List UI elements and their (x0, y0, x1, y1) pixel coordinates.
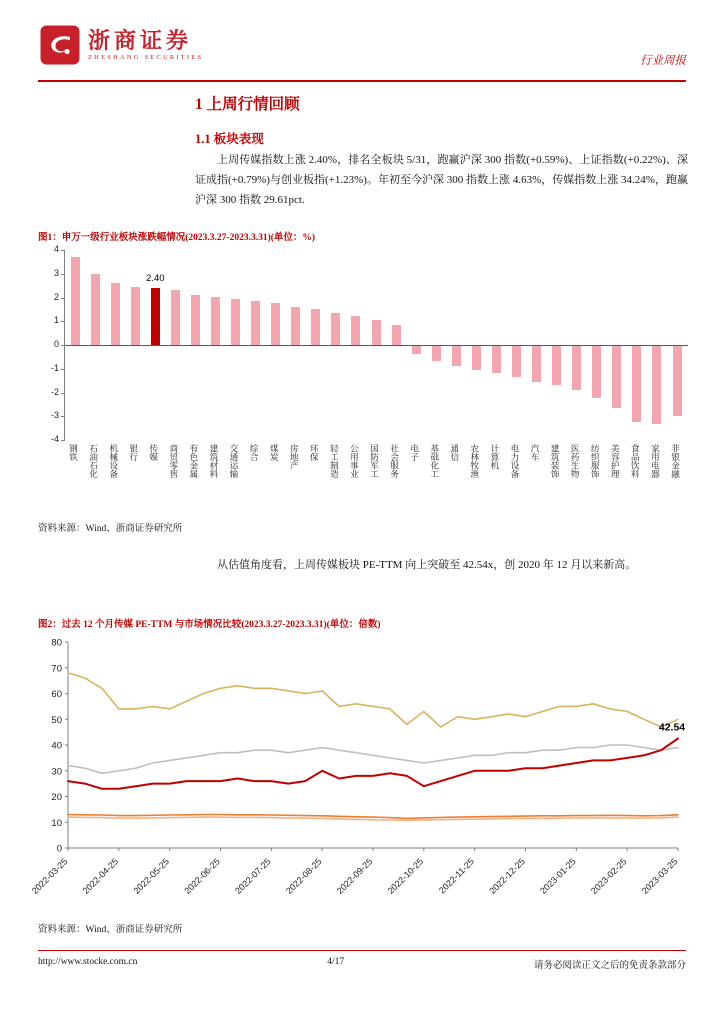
bar-category-label: 煤炭 (269, 444, 280, 461)
x-axis-tick-label: 2022-04-25 (80, 856, 121, 896)
logo-text-block (88, 29, 203, 61)
bar (632, 346, 641, 422)
bar (171, 290, 180, 345)
bar-category-label: 钢铁 (68, 444, 79, 461)
logo-english-name: ZHESHANG SECURITIES (88, 54, 204, 62)
y-axis-tick-label: 0 (56, 843, 62, 855)
y-axis-tick-label: 60 (51, 689, 62, 700)
bar-category-label: 美容护理 (610, 444, 621, 478)
figure1-caption: 图1：申万一级行业板块涨跌幅情况(2023.3.27-2023.3.31)(单位：%) (38, 233, 316, 243)
bar-category-label: 环保 (309, 444, 320, 461)
logo-chinese-name: 浙商证券 (88, 27, 193, 53)
bar (211, 297, 220, 345)
footer-page-number: 4/17 (327, 957, 345, 967)
bar-category-label: 电力设备 (510, 444, 520, 478)
page-footer (38, 957, 686, 971)
bar (191, 295, 200, 345)
bar (432, 346, 441, 361)
body-paragraph-1: 上周传媒指数上涨 2.40%，排名全板块 5/31，跑赢沪深 300 指数(+0.59%)、上证指数(+0.22%)、深证成指(+0.79%)与创业板指(+1.23%)。年初至今沪深 300 指数上涨 4.63%，传媒指数上涨 34.24%，跑赢沪深 300 指数 29.61pct. (195, 154, 688, 206)
figure2-caption: 图2：过去 12 个月传媒 PE-TTM 与市场情况比较(2023.3.27-2023.3.31)(单位：倍数) (38, 620, 381, 630)
company-logo (40, 25, 203, 65)
y-axis-tick (61, 274, 65, 275)
y-axis-tick-label: 20 (51, 792, 62, 803)
bar (492, 346, 501, 373)
bar-category-label: 食品饮料 (630, 444, 641, 478)
bar (532, 346, 541, 382)
y-axis-tick (61, 298, 65, 299)
bar (351, 316, 360, 345)
series-gold-line (68, 673, 678, 727)
y-axis-tick-label: 30 (51, 766, 62, 778)
bar (412, 346, 421, 354)
bar (552, 346, 561, 385)
bar (652, 346, 661, 424)
y-axis-tick-label: -1 (50, 362, 59, 373)
header-divider (38, 80, 686, 82)
bar (271, 303, 280, 345)
figure2-source: 资料来源：Wind、浙商证券研究所 (38, 925, 183, 935)
y-axis-tick-label: 80 (51, 637, 62, 649)
line-chart-svg (29, 634, 688, 914)
y-axis-tick-label: 10 (51, 817, 62, 829)
bar (111, 283, 120, 345)
footer-disclaimer: 请务必阅读正文之后的免责条款部分 (533, 961, 686, 971)
figure2-line-chart (29, 634, 688, 914)
bar-category-label: 建筑材料 (209, 444, 219, 478)
bar-category-label: 非银金融 (670, 444, 681, 478)
bar (91, 274, 100, 346)
bar-plot (50, 244, 688, 444)
bar-category-label: 农林牧渔 (469, 444, 480, 478)
y-axis-tick-label: -4 (50, 434, 59, 444)
bar-category-label: 商贸零售 (168, 444, 179, 478)
y-axis-tick (61, 369, 65, 370)
bar-category-label: 建筑装饰 (550, 444, 561, 478)
bar-category-label: 通信 (449, 444, 460, 461)
y-axis-tick-label: 0 (53, 339, 59, 349)
footer-divider (38, 950, 686, 951)
bar-category-label: 医药生物 (570, 444, 581, 478)
bar (572, 346, 581, 390)
bar-category-label: 房地产 (289, 444, 300, 470)
y-axis-tick-label: -3 (50, 410, 59, 421)
bar-category-label: 基础化工 (429, 444, 440, 478)
series-gray-line (68, 745, 678, 773)
bar (231, 299, 240, 345)
x-axis-tick-label: 2022-12-25 (487, 856, 527, 896)
y-axis-tick (61, 250, 65, 251)
y-axis-tick-label: 50 (51, 714, 62, 726)
y-axis-tick-label: 2 (53, 291, 59, 302)
report-type-label: 行业周报 (640, 55, 686, 67)
bar-category-label: 银行 (128, 444, 139, 461)
x-axis-tick-label: 2022-05-25 (131, 856, 172, 896)
annotation-label: 42.54 (658, 721, 686, 734)
x-axis-tick-label: 2022-08-25 (283, 856, 324, 896)
x-axis-tick-label: 2022-09-25 (334, 856, 375, 896)
bar-category-label: 公用事业 (349, 444, 360, 478)
bar-category-label: 传媒 (148, 444, 159, 461)
bar-category-label: 国防军工 (369, 444, 380, 478)
footer-url[interactable]: http://www.stocke.com.cn (38, 957, 138, 967)
y-axis-tick (61, 393, 65, 394)
series-media-pe-ttm (68, 739, 678, 789)
bar-category-label: 交通运输 (229, 444, 239, 478)
bar-category-label: 轻工制造 (329, 444, 340, 478)
bar-category-label: 综合 (249, 444, 260, 461)
bar (71, 257, 80, 345)
bar-category-label: 计算机 (489, 444, 500, 470)
logo-icon (40, 25, 80, 65)
bar-category-label: 石油石化 (88, 444, 99, 478)
bar-category-labels (64, 440, 688, 510)
bar-highlighted (151, 288, 160, 345)
bar (291, 307, 300, 346)
x-axis-tick-label: 2023-03-25 (639, 856, 680, 896)
bar (612, 346, 621, 408)
y-axis-tick-label: 4 (53, 244, 59, 254)
bar-category-label: 有色金属 (188, 444, 199, 478)
section-title: 1 上周行情回顾 (195, 96, 300, 113)
y-axis-tick-label: 40 (51, 740, 62, 752)
bar (472, 346, 481, 370)
bar-category-label: 电子 (409, 444, 420, 461)
figure1-source: 资料来源：Wind、浙商证券研究所 (38, 524, 183, 534)
bar (311, 309, 320, 345)
bar (131, 287, 140, 345)
x-axis-tick-label: 2023-02-25 (588, 856, 629, 896)
bar (452, 346, 461, 366)
bar (372, 320, 381, 345)
x-axis-tick-label: 2022-07-25 (233, 856, 273, 896)
bar (673, 346, 682, 416)
highlight-value-label: 2.40 (146, 273, 165, 284)
bar (251, 301, 260, 345)
y-axis-tick-label: -2 (50, 386, 59, 397)
bar (512, 346, 521, 377)
x-axis-tick-label: 2022-06-25 (182, 856, 222, 896)
figure1-bar-chart (38, 244, 688, 510)
body-paragraph-2: 从估值角度看，上周传媒板块 PE-TTM 向上突破至 42.54x，创 2020 年 12 月以来新高。 (217, 559, 637, 571)
y-axis-tick-label: 3 (53, 267, 59, 278)
y-axis-tick (61, 321, 65, 322)
bar-category-label: 纺织服饰 (590, 444, 601, 478)
bar-category-label: 汽车 (530, 444, 540, 461)
x-axis-tick-label: 2022-10-25 (385, 856, 426, 896)
y-axis-tick-label: 1 (53, 315, 59, 326)
x-axis-tick-label: 2022-03-25 (29, 856, 70, 896)
bar-category-label: 社会服务 (389, 444, 400, 478)
x-axis-tick-label: 2022-11-25 (436, 856, 477, 896)
y-axis-tick (61, 416, 65, 417)
section-subtitle: 1.1 板块表现 (195, 132, 264, 146)
y-axis-tick-label: 70 (51, 663, 62, 675)
bar-category-label: 家用电器 (650, 444, 661, 478)
bar (331, 313, 340, 345)
bar (592, 346, 601, 398)
bar-category-label: 机械设备 (108, 444, 119, 478)
bar (392, 325, 401, 345)
x-axis-tick-label: 2023-01-25 (538, 856, 578, 896)
